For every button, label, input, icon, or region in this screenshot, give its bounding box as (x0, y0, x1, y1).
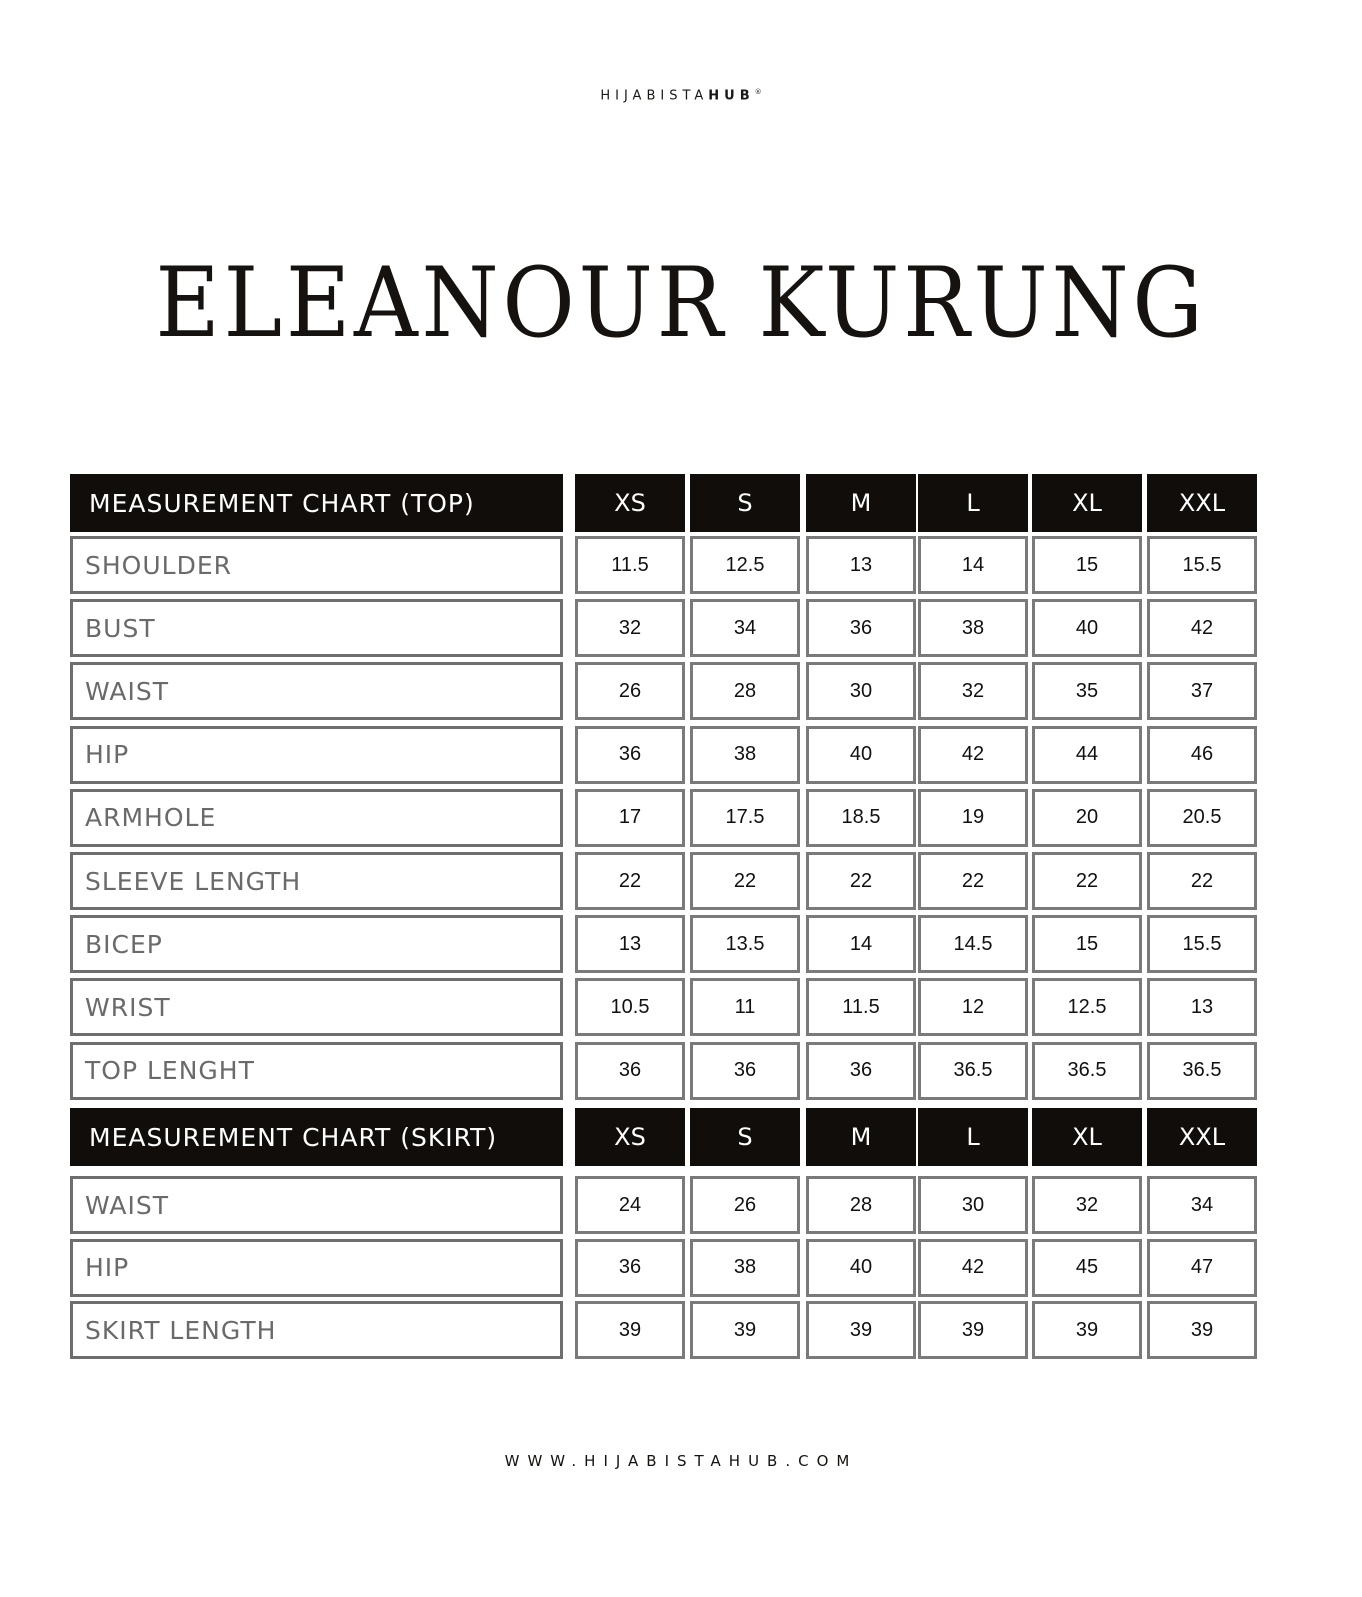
measurement-value: 22 (806, 852, 916, 910)
size-header-xl: XL (1032, 1108, 1142, 1166)
measurement-value: 47 (1147, 1239, 1257, 1297)
measurement-value: 36 (806, 1042, 916, 1100)
measurement-value: 22 (1147, 852, 1257, 910)
measurement-value: 11 (690, 978, 800, 1036)
measurement-value: 38 (690, 726, 800, 784)
measurement-value: 32 (1032, 1176, 1142, 1234)
measurement-label: HIP (70, 726, 563, 784)
measurement-value: 36 (575, 726, 685, 784)
measurement-label: BICEP (70, 915, 563, 973)
measurement-value: 39 (690, 1301, 800, 1359)
measurement-value: 42 (918, 726, 1028, 784)
measurement-label: SHOULDER (70, 536, 563, 594)
measurement-value: 39 (575, 1301, 685, 1359)
measurement-value: 28 (690, 662, 800, 720)
measurement-label: WAIST (70, 662, 563, 720)
brand-logo (0, 88, 1362, 103)
measurement-value: 32 (918, 662, 1028, 720)
measurement-value: 39 (1032, 1301, 1142, 1359)
measurement-value: 15 (1032, 536, 1142, 594)
measurement-value: 14 (918, 536, 1028, 594)
page-title: ELEANOUR KURUNG (155, 247, 1207, 359)
measurement-value: 32 (575, 599, 685, 657)
measurement-value: 36 (575, 1239, 685, 1297)
measurement-value: 15 (1032, 915, 1142, 973)
size-header-xs: XS (575, 474, 685, 532)
measurement-value: 40 (806, 1239, 916, 1297)
measurement-value: 30 (806, 662, 916, 720)
measurement-value: 26 (690, 1176, 800, 1234)
measurement-label: TOP LENGHT (70, 1042, 563, 1100)
measurement-value: 11.5 (575, 536, 685, 594)
measurement-value: 40 (1032, 599, 1142, 657)
measurement-value: 13 (806, 536, 916, 594)
measurement-value: 36 (806, 599, 916, 657)
measurement-value: 12.5 (1032, 978, 1142, 1036)
measurement-value: 36.5 (918, 1042, 1028, 1100)
measurement-value: 28 (806, 1176, 916, 1234)
measurement-value: 15.5 (1147, 915, 1257, 973)
brand-name-bold: HUB (708, 88, 755, 104)
measurement-value: 36 (575, 1042, 685, 1100)
measurement-label: SLEEVE LENGTH (70, 852, 563, 910)
measurement-value: 20 (1032, 789, 1142, 847)
measurement-value: 34 (690, 599, 800, 657)
size-header-xxl: XXL (1147, 1108, 1257, 1166)
size-header-xxl: XXL (1147, 474, 1257, 532)
measurement-value: 14 (806, 915, 916, 973)
measurement-value: 17 (575, 789, 685, 847)
measurement-value: 22 (690, 852, 800, 910)
measurement-value: 17.5 (690, 789, 800, 847)
measurement-value: 45 (1032, 1239, 1142, 1297)
measurement-label: ARMHOLE (70, 789, 563, 847)
measurement-value: 36.5 (1147, 1042, 1257, 1100)
measurement-value: 36 (690, 1042, 800, 1100)
measurement-value: 39 (806, 1301, 916, 1359)
measurement-value: 15.5 (1147, 536, 1257, 594)
size-header-l: L (918, 474, 1028, 532)
measurement-value: 22 (1032, 852, 1142, 910)
measurement-value: 24 (575, 1176, 685, 1234)
registered-mark-icon: ® (754, 88, 762, 96)
measurement-value: 35 (1032, 662, 1142, 720)
chart-title: MEASUREMENT CHART (TOP) (70, 474, 563, 532)
measurement-value: 26 (575, 662, 685, 720)
measurement-value: 14.5 (918, 915, 1028, 973)
measurement-value: 36.5 (1032, 1042, 1142, 1100)
measurement-value: 10.5 (575, 978, 685, 1036)
size-header-l: L (918, 1108, 1028, 1166)
measurement-label: WRIST (70, 978, 563, 1036)
measurement-value: 40 (806, 726, 916, 784)
measurement-value: 11.5 (806, 978, 916, 1036)
measurement-value: 34 (1147, 1176, 1257, 1234)
size-header-xl: XL (1032, 474, 1142, 532)
measurement-label: BUST (70, 599, 563, 657)
measurement-value: 44 (1032, 726, 1142, 784)
size-header-xs: XS (575, 1108, 685, 1166)
measurement-value: 39 (918, 1301, 1028, 1359)
measurement-value: 37 (1147, 662, 1257, 720)
measurement-value: 38 (918, 599, 1028, 657)
website-url: WWW.HIJABISTAHUB.COM (504, 1452, 858, 1470)
measurement-value: 13.5 (690, 915, 800, 973)
measurement-value: 22 (918, 852, 1028, 910)
measurement-value: 38 (690, 1239, 800, 1297)
size-header-s: S (690, 1108, 800, 1166)
measurement-value: 18.5 (806, 789, 916, 847)
measurement-value: 12 (918, 978, 1028, 1036)
measurement-value: 39 (1147, 1301, 1257, 1359)
measurement-value: 42 (1147, 599, 1257, 657)
measurement-value: 22 (575, 852, 685, 910)
chart-title: MEASUREMENT CHART (SKIRT) (70, 1108, 563, 1166)
measurement-value: 46 (1147, 726, 1257, 784)
size-header-m: M (806, 474, 916, 532)
measurement-value: 30 (918, 1176, 1028, 1234)
size-header-m: M (806, 1108, 916, 1166)
size-header-s: S (690, 474, 800, 532)
measurement-value: 20.5 (1147, 789, 1257, 847)
measurement-value: 12.5 (690, 536, 800, 594)
measurement-value: 13 (1147, 978, 1257, 1036)
measurement-label: HIP (70, 1239, 563, 1297)
measurement-label: WAIST (70, 1176, 563, 1234)
measurement-value: 42 (918, 1239, 1028, 1297)
measurement-value: 19 (918, 789, 1028, 847)
measurement-value: 13 (575, 915, 685, 973)
measurement-label: SKIRT LENGTH (70, 1301, 563, 1359)
brand-name-light: HIJABISTA (600, 88, 709, 104)
